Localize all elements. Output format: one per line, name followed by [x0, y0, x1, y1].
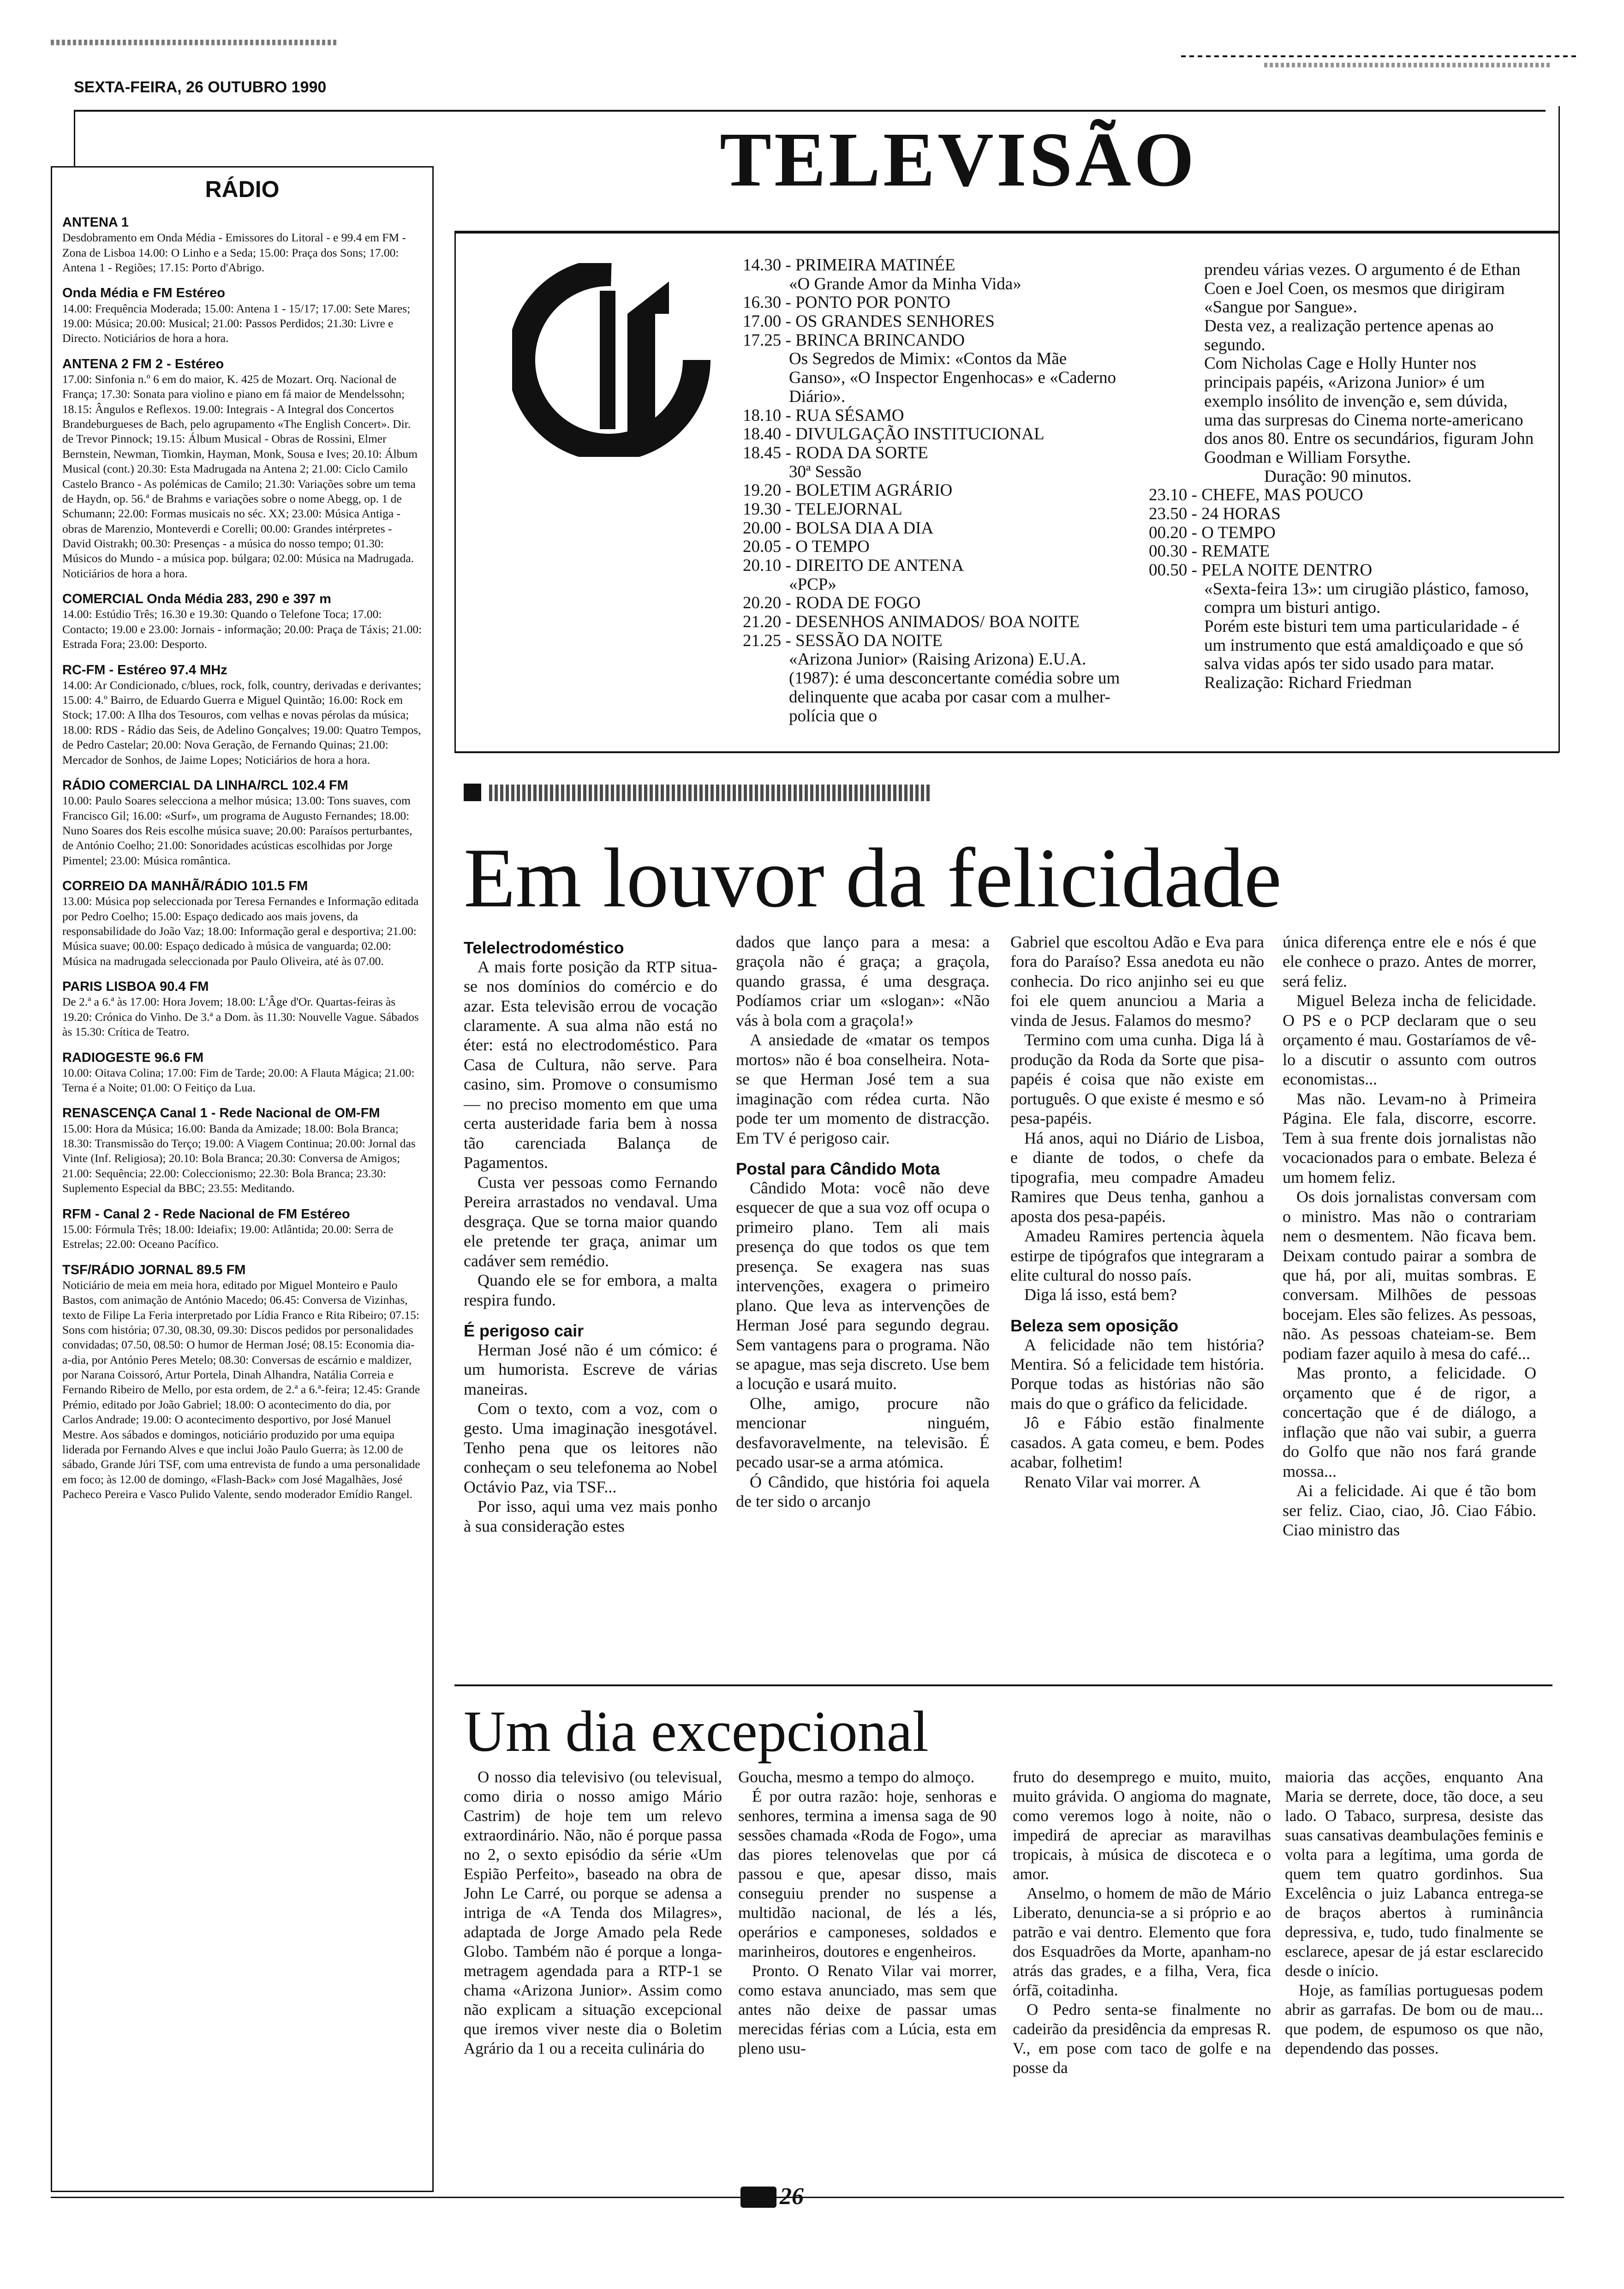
scan-dashed-line [1181, 55, 1578, 57]
paragraph: Amadeu Ramires pertencia àquela estirpe de tipógrafos que integraram a elite cultural do nosso país. [1010, 1227, 1264, 1284]
radio-station [62, 778, 422, 868]
tv-item: 18.10 - RUA SÉSAMO [743, 406, 904, 425]
tv-item: prendeu várias vezes. O argumento é de Ethan Coen e Joel Coen, os mesmos que dirigiram «Sangue por Sangue». [1204, 260, 1521, 317]
tv-item: 19.30 - TELEJORNAL [743, 499, 902, 519]
tv-item: «O Grande Amor da Minha Vida» [789, 274, 1021, 294]
tv-item: 21.20 - DESENHOS ANIMADOS/ BOA NOITE [743, 612, 1080, 632]
station-name: ANTENA 2 FM 2 - Estéreo [62, 356, 224, 372]
article-column-4 [1283, 932, 1536, 1540]
paragraph: Anselmo, o homem de mão de Mário Liberato, denuncia-se a si próprio e ao patrão e vai dentro. Elemento que fora dos Esquadrões da Morte, apanham-no atrás das grades, e a filha, Vera, fica órfã, coitadinha. [1013, 1884, 1271, 1999]
radio-station [62, 1050, 422, 1096]
tv-frame-bottom [454, 751, 1559, 753]
footer-rule [51, 2197, 1564, 2198]
tv-item: 20.20 - RODA DE FOGO [743, 593, 921, 613]
tv-item: 18.45 - RODA DA SORTE [743, 443, 928, 462]
radio-station [62, 1206, 422, 1252]
paragraph: Renato Vilar vai morrer. A [1024, 1472, 1201, 1491]
subheading: É perigoso cair [464, 1321, 584, 1341]
subheading: Postal para Cândido Mota [736, 1159, 940, 1179]
station-name: RADIOGESTE 96.6 FM [62, 1050, 204, 1065]
tv-item: Os Segredos de Mimix: «Contos da Mãe Ganso», «O Inspector Engenhocas» e «Caderno Diário». [789, 349, 1116, 406]
tv-item: 17.00 - OS GRANDES SENHORES [743, 312, 995, 331]
page-date: SEXTA-FEIRA, 26 OUTUBRO 1990 [74, 78, 327, 96]
paragraph: Os dois jornalistas conversam com o ministro. Mas não o contrariam nem o desmentem. Não ficava bem. Deixam contudo pairar a sombra de que há, por ali, muitas sombras. E conversam. Milhões de pessoas bocejam. Eles são felizes. As pessoas, não. As pessoas chateiam-se. Bem podiam fazer aquilo à mesa do café... [1283, 1187, 1536, 1363]
tv-item: «Sexta-feira 13»: um cirugião plástico, famoso, compra um bisturi antigo. [1204, 579, 1529, 617]
tv-item: Realização: Richard Friedman [1204, 673, 1412, 693]
article2-column-1 [464, 1768, 722, 2058]
station-name: ANTENA 1 [62, 215, 129, 230]
station-schedule: 10.00: Oitava Colina; 17.00: Fim de Tarde; 20.00: A Flauta Mágica; 21.00: Terna é a Noite; 01.00: O Feitiço da Lua. [62, 1066, 415, 1095]
subheading: Telelectrodoméstico [464, 938, 624, 957]
paragraph: Goucha, mesmo a tempo do almoço. [738, 1768, 975, 1786]
station-schedule: 15.00: Fórmula Três; 18.00: Ideiafix; 19.00: Atlântida; 20.00: Serra de Estrelas; 22.00: Oceano Pacífico. [62, 1222, 394, 1251]
tv-item: 16.30 - PONTO POR PONTO [743, 293, 950, 312]
dl-logo-icon [740, 2187, 776, 2208]
station-schedule: Noticiário de meia em meia hora, editado por Miguel Monteiro e Paulo Bastos, com animação de António Macedo; 06.45: Conversa de Vizinhas, texto de Filipe La Feria interpretado por Lídia Franco e Rita Ribeiro; 07.15: Sons com história; 07.30, 08.30, 09.30: Discos pedidos por personalidades convidadas; 07.50, 08.50: O humor de Herman José; 08.15: Economia dia-a-dia, por António Peres Metelo; 08.30: Conversas de escárnio e maldizer, por Narana Coissoró, Artur Portela, Dinah Alhandra, Natália Correia e Fernando Ribeiro de Mello, por esta ordem, de 2.ª a 6.ª-feira; 12.45: Grande Prémio, editado por João Gabriel; 18.00: O acontecimento do dia, por Carlos Andrade; 19.00: O acontecimento desportivo, por José Manuel Mestre. Aos sábados e domingos, noticiário produzido por uma equipa liderada por Fernando Alves e que inclui João Paulo Guerra; às 12.00 de sábado, Grande Júri TSF, com uma entrevista de fundo a uma personalidade em foco; às 12.00 de domingo, «Flash-Back» com José Magalhães, José Pacheco Pereira e Vasco Pulido Valente, sendo moderador Emídio Rangel. [62, 1278, 420, 1501]
article-marker-square [464, 784, 481, 801]
page-number: 26 [780, 2183, 804, 2210]
station-name: COMERCIAL Onda Média 283, 290 e 397 m [62, 592, 331, 607]
article-column-1 [464, 932, 717, 1536]
station-schedule: 17.00: Sinfonia n.º 6 em do maior, K. 425 de Mozart. Orq. Nacional de França; 17.30: Sonata para violino e piano em fá maior de Mendelssohn; 18.15: Ângulos e Reflexos. 19.00: Integrais - A Integral dos Concertos Brandeburgueses de Bach, pelo agrupamento «The English Concert». Dir. de Trevor Pinnock; 19.15: Álbum Musical - Obras de Rossini, Elmer Bernstein, Newman, Tiomkin, Hayman, Monk, Sousa e Ives; 20.10: Álbum Musical (cont.) 20.30: Esta Madrugada na Antena 2; 21.00: Ciclo Camilo Castelo Branco - As polémicas de Camilo; 21.30: Variações sobre um tema de Haydn, op. 56.ª de Brahms e variações sobre o nome Abegg, op. 1 de Schumann; 22.00: Formas musicais no séc. XX; 23.00: Música Antiga - obras de Marenzio, Monteverdi e Corelli; 00.00: Grandes intérpretes - David Oistrakh; 00.30: Presenças - a música do nosso tempo; 01.30: Músicos do Mundo - a música pop. búlgara; 02.00: Música na Madrugada. Noticiários de hora a hora. [62, 372, 418, 580]
station-schedule: 13.00: Música pop seleccionada por Teresa Fernandes e Informação editada por Pedro Coelho; 15.00: Espaço dedicado aos mais jovens, da responsabilidade do João Vaz; 18.00: Informação geral e desportiva; 21.00: Música suave; 00.00: Espaço dedicado à música de vanguarda; 02.00: Música na madrugada seleccionada por Paulo Oliveira, até às 07.00. [62, 894, 419, 968]
radio-station [62, 878, 422, 969]
paragraph: Pronto. O Renato Vilar vai morrer, como estava anunciado, mas sem que antes não deixe de passar umas merecidas férias com a Lúcia, esta em pleno usu- [738, 1962, 997, 2057]
tv-item: 30ª Sessão [789, 462, 862, 481]
article-divider [454, 1684, 1552, 1686]
tv-item: 17.25 - BRINCA BRINCANDO [743, 330, 965, 350]
tv-item: 18.40 - DIVULGAÇÃO INSTITUCIONAL [743, 425, 1045, 444]
radio-station [62, 215, 422, 275]
tv-section-title: TELEVISÃO [720, 117, 1197, 203]
tv-item: 20.00 - BOLSA DIA A DIA [743, 518, 934, 538]
paragraph: O Pedro senta-se finalmente no cadeirão da presidência da empresas R. V., em pose com taco de golfe e na posse da [1013, 2001, 1271, 2077]
radio-station [62, 662, 422, 767]
paragraph: Herman José não é um cómico: é um humorista. Escreve de várias maneiras. [464, 1340, 717, 1398]
tv-item: 14.30 - PRIMEIRA MATINÉE [743, 256, 955, 275]
paragraph: Gabriel que escoltou Adão e Eva para fora do Paraíso? Essa anedota eu não conhecia. Do rico anjinho sei eu que foi ele quem anunciou a Maria a vinda de Jesus. Falamos do mesmo? [1010, 933, 1264, 1030]
tv-frame-left [454, 231, 456, 752]
station-schedule: 10.00: Paulo Soares selecciona a melhor música; 13.00: Tons suaves, com Francisco Gil; 16.00: «Surf», um programa de Augusto Fernandes; 18.00: Nuno Soares dos Reis escolhe música suave; 20.00: Paraísos perturbantes, de António Coelho; 21.00: Sonoridades acústicas escolhidas por Jorge Pimentel; 23.00: Música romântica. [62, 794, 412, 867]
article2-column-2 [738, 1768, 997, 2058]
station-name: TSF/RÁDIO JORNAL 89.5 FM [62, 1262, 246, 1277]
tv-item: 00.50 - PELA NOITE DENTRO [1149, 561, 1373, 580]
tv-item: 19.20 - BOLETIM AGRÁRIO [743, 481, 953, 500]
station-name: RENASCENÇA Canal 1 - Rede Nacional de OM-FM [62, 1106, 380, 1121]
tv-item: 00.30 - REMATE [1149, 542, 1270, 561]
subheading: Beleza sem oposição [1010, 1316, 1179, 1335]
paragraph: Com o texto, com a voz, com o gesto. Uma imaginação inesgotável. Tenho pena que os leitores não conheçam o seu telefonema ao Nobel Octávio Paz, via TSF... [464, 1399, 717, 1496]
station-name: RÁDIO COMERCIAL DA LINHA/RCL 102.4 FM [62, 778, 348, 793]
tv-item: «PCP» [789, 575, 836, 594]
tv-item: 23.50 - 24 HORAS [1149, 504, 1281, 523]
tv-listing-col2 [1149, 261, 1541, 693]
radio-section-title: RÁDIO [205, 176, 280, 202]
paragraph: A felicidade não tem história? Mentira. Só a felicidade tem história. Porque todas as histórias não são mais do que o gráfico da felicidade. [1010, 1335, 1264, 1413]
paragraph: A mais forte posição da RTP situa-se nos domínios do comércio e do azar. Esta televisão errou de vocação claramente. A sua alma não está no éter: está no electrodoméstico. Para Casa de Cultura, não serve. Para casino, sim. Promove o consumismo — no preciso momento em que uma certa austeridade faria bem à nossa tão carenciada Balança de Pagamentos. [464, 957, 717, 1172]
radio-station [62, 356, 422, 581]
station-schedule: Desdobramento em Onda Média - Emissores do Litoral - e 99.4 em FM - Zona de Lisboa 14.00: O Linho e a Seda; 15.00: Praça dos Sons; 17.00: Antena 1 - Regiões; 17.15: Porto d'Abrigo. [62, 231, 406, 274]
tv-item: Desta vez, a realização pertence apenas ao segundo. [1204, 317, 1494, 354]
station-name: RC-FM - Estéreo 97.4 MHz [62, 662, 227, 677]
station-schedule: 15.00: Hora da Música; 16.00: Banda da Amizade; 18.00: Bola Branca; 18.30: Transmissão do Terço; 19.00: A Viagem Continua; 20.00: Jornal das Vinte (Inf. Religiosa); 20.10: Bola Branca; 20.30: Conversa de Amigos; 21.00: Sequência; 22.00: Coleccionismo; 22.30: Bola Branca; 23.30: Suplemento Especial da BBC; 23.55: Meditando. [62, 1121, 416, 1195]
article2-column-4 [1285, 1768, 1543, 2058]
paragraph: Mas não. Levam-no à Primeira Página. Ele fala, discorre, escorre. Tem à sua frente dois jornalistas não vocacionados para o embate. Beleza é um homem feliz. [1283, 1089, 1536, 1186]
tv-title-rule [454, 231, 1559, 234]
paragraph: Quando ele se for embora, a malta respira fundo. [464, 1271, 717, 1309]
paragraph: Ó Cândido, que história foi aquela de ter sido o arcanjo [736, 1472, 990, 1511]
article-column-2 [736, 932, 990, 1511]
paragraph: Olhe, amigo, procure não mencionar ninguém, desfavoravelmente, na televisão. É pecado usar-se a arma atómica. [736, 1394, 990, 1472]
tv-item: 21.25 - SESSÃO DA NOITE [743, 631, 943, 650]
station-name: CORREIO DA MANHÃ/RÁDIO 101.5 FM [62, 879, 308, 894]
paragraph: Mas pronto, a felicidade. O orçamento que é de rigor, a concertação que é de diálogo, a inflação que não vai subir, a guerra do Golfo que não nos fará grande mossa... [1283, 1364, 1536, 1480]
kicker-scribble [489, 785, 932, 801]
station-schedule: 14.00: Estúdio Três; 16.30 e 19.30: Quando o Telefone Toca; 17.00: Contacto; 19.00 e 23.00: Jornais - informação; 20.00: Praça de Táxis; 21.00: Estrada Fora; 23.00: Desporto. [62, 607, 422, 651]
article2-column-3 [1013, 1768, 1271, 2078]
paragraph: Custa ver pessoas como Fernando Pereira arrastados no vendaval. Uma desgraça. Que se torna maior quando ele pretende ter graça, animar um cadáver sem remédio. [464, 1173, 717, 1270]
paragraph: maioria das acções, enquanto Ana Maria se derrete, doce, tão doce, a seu lado. O Tabaco, surpresa, desiste das suas cansativas deambulações feminis e volta para a legítima, uma gorda de quem tem quatro gordinhos. Sua Excelência o juiz Labanca entrega-se de braços abertos à ruminância depressiva, e, tudo, tudo finalmente se esclarece, apesar de já estar esclarecido desde o início. [1285, 1768, 1543, 1980]
paragraph: dados que lanço para a mesa: a graçola não é graça; a graçola, quando grassa, é uma desgraça. Podíamos criar um «slogan»: «Não vás à bola com a graçola!» [736, 933, 990, 1030]
paragraph: única diferença entre ele e nós é que ele conhece o prazo. Antes de morrer, será feliz. [1283, 933, 1536, 990]
article-headline: Em louvor da felicidade [464, 831, 1282, 925]
tv-item: 23.10 - CHEFE, MAS POUCO [1149, 485, 1363, 505]
paragraph: A ansiedade de «matar os tempos mortos» não é boa conselheira. Nota-se que Herman José tem a sua imaginação com rédea curta. Não pode ter um momento de distracção. Em TV é perigoso cair. [736, 1031, 990, 1147]
station-name: Onda Média e FM Estéreo [62, 286, 225, 301]
tv-item: Duração: 90 minutos. [1264, 467, 1412, 486]
rtp1-logo-icon [512, 263, 724, 457]
station-name: PARIS LISBOA 90.4 FM [62, 979, 209, 995]
paragraph: Ai a felicidade. Ai que é tão bom ser feliz. Ciao, ciao, Jô. Ciao Fábio. Ciao ministro das [1283, 1481, 1536, 1540]
paragraph: Cândido Mota: você não deve esquecer de que a sua voz off ocupa o primeiro plano. Tem ali mais presença do que todos os que tem presença. Se exagera nas suas intervenções, exagera o primeiro plano. Que leva as intervenções de Herman José para segundo degrau. Sem vantagens para o programa. Não se apague, mas seja discreto. Use bem a locução e usará muito. [736, 1178, 990, 1393]
radio-listings-box [51, 166, 434, 2192]
tv-item: Porém este bisturi tem uma particularidade - é um instrumento que está amaldiçoado e que só salva vidas após ter sido usado para matar. [1204, 617, 1523, 674]
radio-station [62, 591, 422, 652]
left-frame-rule [74, 111, 75, 166]
tv-item: 00.20 - O TEMPO [1149, 523, 1276, 542]
station-schedule: 14.00: Ar Condicionado, c/blues, rock, folk, country, derivadas e derivantes; 15.00: 4.º Bairro, de Eduardo Guerra e Miguel Quintão; 16.00: Rock em Stock; 17.00: A Ilha dos Tesouros, com velhas e novas pérolas da música; 18.00: RDS - Rádio das Seis, de Adelino Gonçalves; 19.00: Quatro Tempos, de Pedro Castelar; 20.00: Nova Geração, de Fernando Quinas; 21.00: Mercador de Sonhos, de Jaime Lopes; Noticiários de hora a hora. [62, 678, 422, 767]
paragraph: Diga lá isso, está bem? [1024, 1285, 1177, 1304]
station-name: RFM - Canal 2 - Rede Nacional de FM Estéreo [62, 1206, 350, 1222]
station-schedule: 14.00: Frequência Moderada; 15.00: Antena 1 - 15/17; 17.00: Sete Mares; 19.00: Música; 20.00: Musical; 21.00: Passos Perdidos; 21.30: Livre e Directo. Noticiários de hora a hora. [62, 301, 411, 345]
radio-station [62, 1105, 422, 1196]
paragraph: Jô e Fábio estão finalmente casados. A gata comeu, e bem. Podes acabar, folhetim! [1010, 1414, 1264, 1472]
radio-station [62, 979, 422, 1039]
paragraph: Por isso, aqui uma vez mais ponho à sua consideração estes [464, 1497, 717, 1535]
paragraph: fruto do desemprego e muito, muito, muito grávida. O angioma do magnate, como veremos logo à noite, não o impedirá de apreciar as maravilhas tropicais, à música de discoteca e o amor. [1013, 1768, 1271, 1883]
paragraph: Há anos, aqui no Diário de Lisboa, e diante de todos, o chefe da tipografia, meu compadre Amadeu Ramires que Deus tenha, ganhou a aposta dos pesa-papéis. [1010, 1128, 1264, 1226]
article-headline: Um dia excepcional [464, 1700, 929, 1764]
paragraph: Termino com uma cunha. Diga lá à produção da Roda da Sorte que pisa-papéis é coisa que não existe em português. O que existe é mesmo e só pesa-papéis. [1010, 1031, 1264, 1128]
paragraph: Miguel Beleza incha de felicidade. O PS e o PCP declaram que o seu orçamento é mau. Gostaríamos de vê-lo a discutir o assunto com outros economistas... [1283, 991, 1536, 1089]
tv-item: 20.10 - DIREITO DE ANTENA [743, 556, 964, 575]
paragraph: É por outra razão: hoje, senhoras e senhores, termina a imensa saga de 90 sessões chamada «Roda de Fogo», uma das piores telenovelas que por cá passou e que, apesar disso, mais conseguiu prender no suspense a multidão nacional, de lés a lés, operários e camponeses, soldados e marinheiros, doutores e engenheiros. [738, 1787, 997, 1960]
tv-item: 20.05 - O TEMPO [743, 537, 870, 557]
scan-noise-top [51, 40, 337, 45]
tv-listing-col1 [743, 256, 1126, 725]
paragraph: O nosso dia televisivo (ou televisual, como diria o nosso amigo Mário Castrim) de hoje tem um relevo extraordinário. Não, não é porque passa no 2, o sexto episódio da série «Um Espião Perfeito», baseado na obra de John Le Carré, ou porque se adensa a intriga de «A Tenda dos Milagres», adaptada de Jorge Amado pela Rede Globo. Também não é porque a longa-metragem agendada para a RTP-1 se chama «Arizona Junior». Assim como não explicam a situação excepcional que iremos viver neste dia o Boletim Agrário da 1 ou a receita culinária do [464, 1768, 722, 2057]
tv-frame-right [1558, 106, 1560, 752]
header-rule [74, 110, 1546, 112]
station-schedule: De 2.ª a 6.ª às 17.00: Hora Jovem; 18.00: L'Âge d'Or. Quartas-feiras às 19.20: Crónica do Vinho. De 3.ª a Dom. às 11.30: Nouvelle Vague. Sábados às 15.30: Crítica de Teatro. [62, 995, 419, 1039]
scan-noise-right [1264, 63, 1550, 67]
radio-station [62, 285, 422, 346]
radio-station [62, 1262, 422, 1502]
paragraph: Hoje, as famílias portuguesas podem abrir as garrafas. De bom ou de mau... que podem, de espumoso os que não, dependendo das posses. [1285, 1981, 1543, 2057]
tv-item: «Arizona Junior» (Raising Arizona) E.U.A. (1987): é uma desconcertante comédia sobre um delinquente que acaba por casar com a mulher-polícia que o [789, 650, 1120, 725]
tv-item: Com Nicholas Cage e Holly Hunter nos principais papéis, «Arizona Junior» é um exemplo insólito de invenção e, sem dúvida, uma das surpresas do Cinema norte-americano dos anos 80. Entre os secundários, figuram John Goodman e William Forsythe. [1204, 354, 1534, 467]
article-column-3 [1010, 932, 1264, 1492]
